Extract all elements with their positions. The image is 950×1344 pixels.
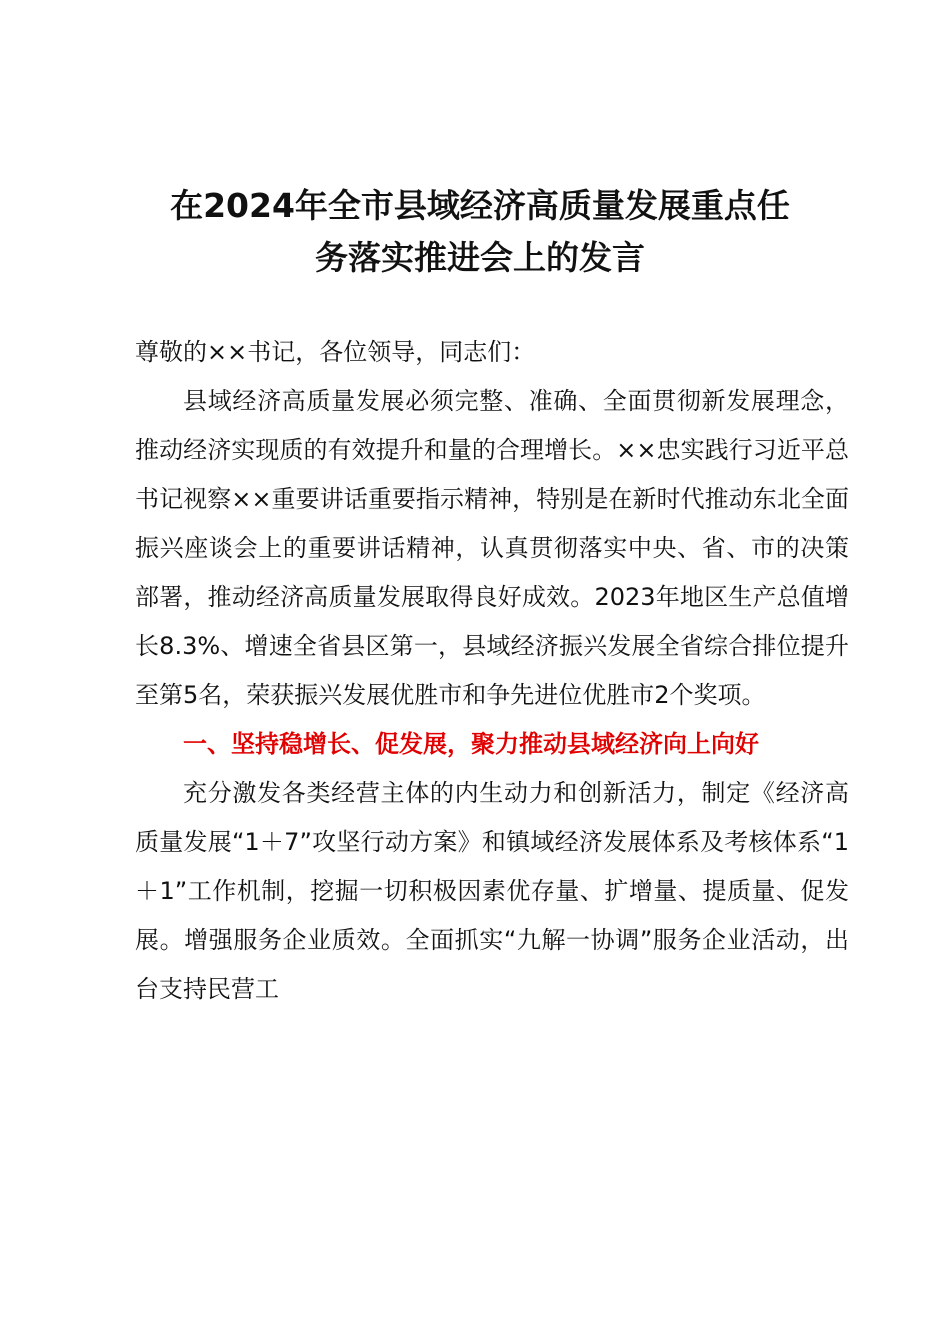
paragraph-section-1: 充分激发各类经营主体的内生动力和创新活力，制定《经济高质量发展“1＋7”攻坚行动方案》和镇域经济发展体系及考核体系“1＋1”工作机制，挖掘一切积极因素优存量、扩增量、提质量、促发展。增强服务企业质效。全面抓实“九解一协调”服务企业活动，出台支持民营工 xyxy=(135,779,849,1003)
document-title xyxy=(120,180,840,284)
title-line-2: 务落实推进会上的发言 xyxy=(315,238,645,277)
salutation: 尊敬的××书记，各位领导，同志们： xyxy=(135,338,536,366)
section-heading-1: 一、坚持稳增长、促发展，聚力推动县域经济向上向好 xyxy=(183,730,759,758)
document-body xyxy=(135,328,849,1014)
paragraph-intro: 县域经济高质量发展必须完整、准确、全面贯彻新发展理念，推动经济实现质的有效提升和量的合理增长。××忠实践行习近平总书记视察××重要讲话重要指示精神，特别是在新时代推动东北全面振兴座谈会上的重要讲话精神，认真贯彻落实中央、省、市的决策部署，推动经济高质量发展取得良好成效。2023年地区生产总值增长8.3%、增速全省县区第一，县域经济振兴发展全省综合排位提升至第5名，荣获振兴发展优胜市和争先进位优胜市2个奖项。 xyxy=(135,387,849,709)
title-line-1: 在2024年全市县域经济高质量发展重点任 xyxy=(170,186,790,225)
